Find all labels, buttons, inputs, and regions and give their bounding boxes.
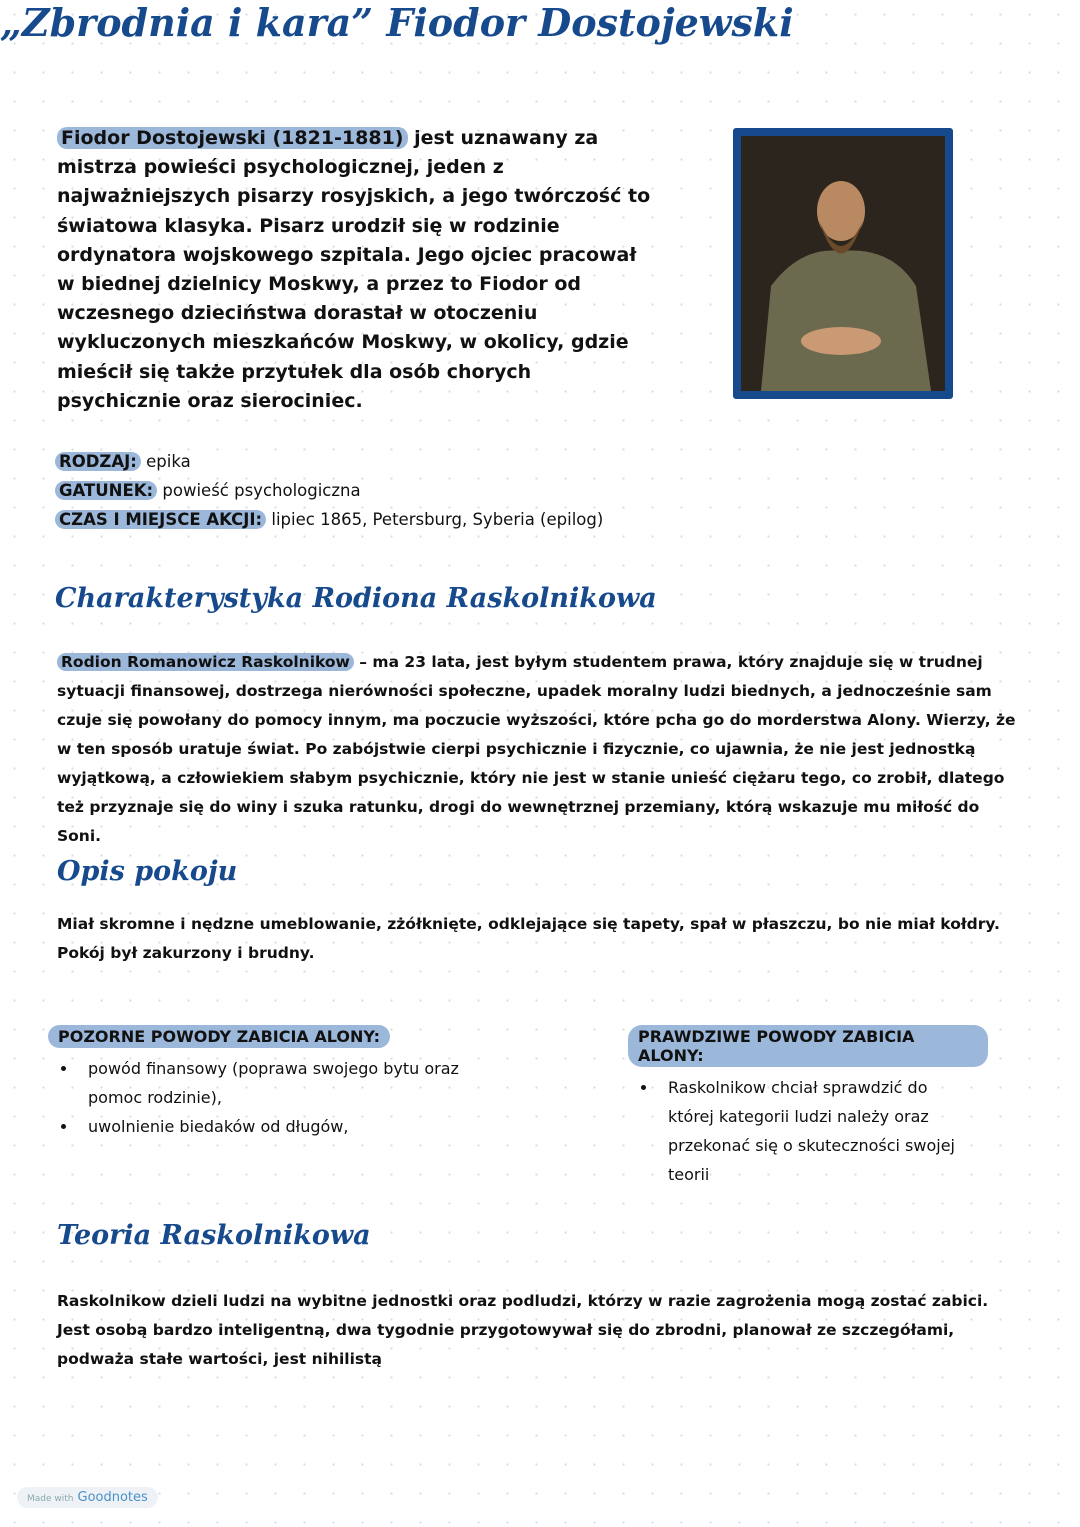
apparent-reasons-heading: POZORNE POWODY ZABICIA ALONY: <box>48 1025 390 1048</box>
made-with-label: Made with <box>27 1494 74 1504</box>
room-description: Miał skromne i nędzne umeblowanie, zżółknięte, odklejające się tapety, spał w płaszczu, bo nie miał kołdry. Pokój był zakurzony i brudny. <box>57 915 1000 962</box>
list-item: • uwolnienie biedaków od długów, <box>78 1112 518 1141</box>
meta-time-place <box>55 505 603 534</box>
meta-label: CZAS I MIEJSCE AKCJI: <box>55 510 266 529</box>
real-reasons <box>628 1025 988 1189</box>
character-text: – ma 23 lata, jest byłym studentem prawa, który znajduje się w trudnej sytuacji finansowej, dostrzega nierówności społeczne, upadek moralny ludzi biednych, a jednocześnie sam czuje się powołany do pomocy innym, ma poczucie wyższości, które pcha go do morderstwa Alony. Wierzy, że w ten sposób uratuje świat. Po zabójstwie cierpi psychicznie i fizycznie, co ujawnia, że nie jest jednostką wyjątkową, a człowiekiem słabym psychicznie, który nie jest w stanie unieść ciężaru tego, co zrobił, dlatego też przyznaje się do winy i szuka ratunku, drogi do wewnętrznej przemiany, którą wskazuje mu miłość do Soni. <box>57 653 1016 845</box>
apparent-reasons <box>48 1025 518 1141</box>
theory-line: Jest osobą bardzo inteligentną, dwa tygodnie przygotowywał się do zbrodni, planował ze szczegółami, podważa stałe wartości, jest nihilistą <box>57 1321 955 1368</box>
meta-genre <box>55 476 603 505</box>
meta-label: RODZAJ: <box>55 452 141 471</box>
goodnotes-badge[interactable] <box>17 1487 158 1508</box>
list-item: • powód finansowy (poprawa swojego bytu oraz pomoc rodzinie), <box>78 1054 518 1112</box>
work-metadata <box>55 447 603 534</box>
real-reasons-heading: PRAWDZIWE POWODY ZABICIA ALONY: <box>628 1025 988 1067</box>
brand-label: Goodnotes <box>77 1490 148 1505</box>
theory-text <box>57 1287 1017 1374</box>
section-heading-theory: Teoria Raskolnikowa <box>57 1220 371 1251</box>
meta-value: powieść psychologiczna <box>157 481 361 500</box>
portrait-image <box>741 136 945 391</box>
bio-text: jest uznawany za mistrza powieści psychologicznej, jeden z najważniejszych pisarzy rosyjskich, a jego twórczość to światowa klasyka. Pisarz urodził się w rodzinie ordynatora wojskowego szpitala. Jego ojciec pracował w biednej dzielnicy Moskwy, a przez to Fiodor od wczesnego dzieciństwa dorastał w otoczeniu wykluczonych mieszkańców Moskwy, w okolicy, gdzie mieścił się także przytułek dla osób chorych psychicznie oraz sierociniec. <box>57 127 651 412</box>
character-description <box>57 648 1017 851</box>
page-title: „Zbrodnia i kara” Fiodor Dostojewski <box>0 0 794 45</box>
list-item: • Raskolnikow chciał sprawdzić do której kategorii ludzi należy oraz przekonać się o skuteczności swojej teorii <box>658 1073 958 1189</box>
author-bio <box>57 124 657 416</box>
author-name-highlight: Fiodor Dostojewski (1821-1881) <box>57 127 408 149</box>
character-name-highlight: Rodion Romanowicz Raskolnikow <box>57 653 354 671</box>
author-portrait <box>733 128 953 399</box>
theory-line: Raskolnikow dzieli ludzi na wybitne jednostki oraz podludzi, którzy w razie zagrożenia mogą zostać zabici. <box>57 1292 989 1310</box>
meta-value: epika <box>140 452 191 471</box>
meta-genre-type <box>55 447 603 476</box>
meta-label: GATUNEK: <box>55 481 157 500</box>
section-heading-character: Charakterystyka Rodiona Raskolnikowa <box>55 583 657 614</box>
meta-value: lipiec 1865, Petersburg, Syberia (epilog) <box>266 510 604 529</box>
section-heading-room: Opis pokoju <box>57 856 238 887</box>
